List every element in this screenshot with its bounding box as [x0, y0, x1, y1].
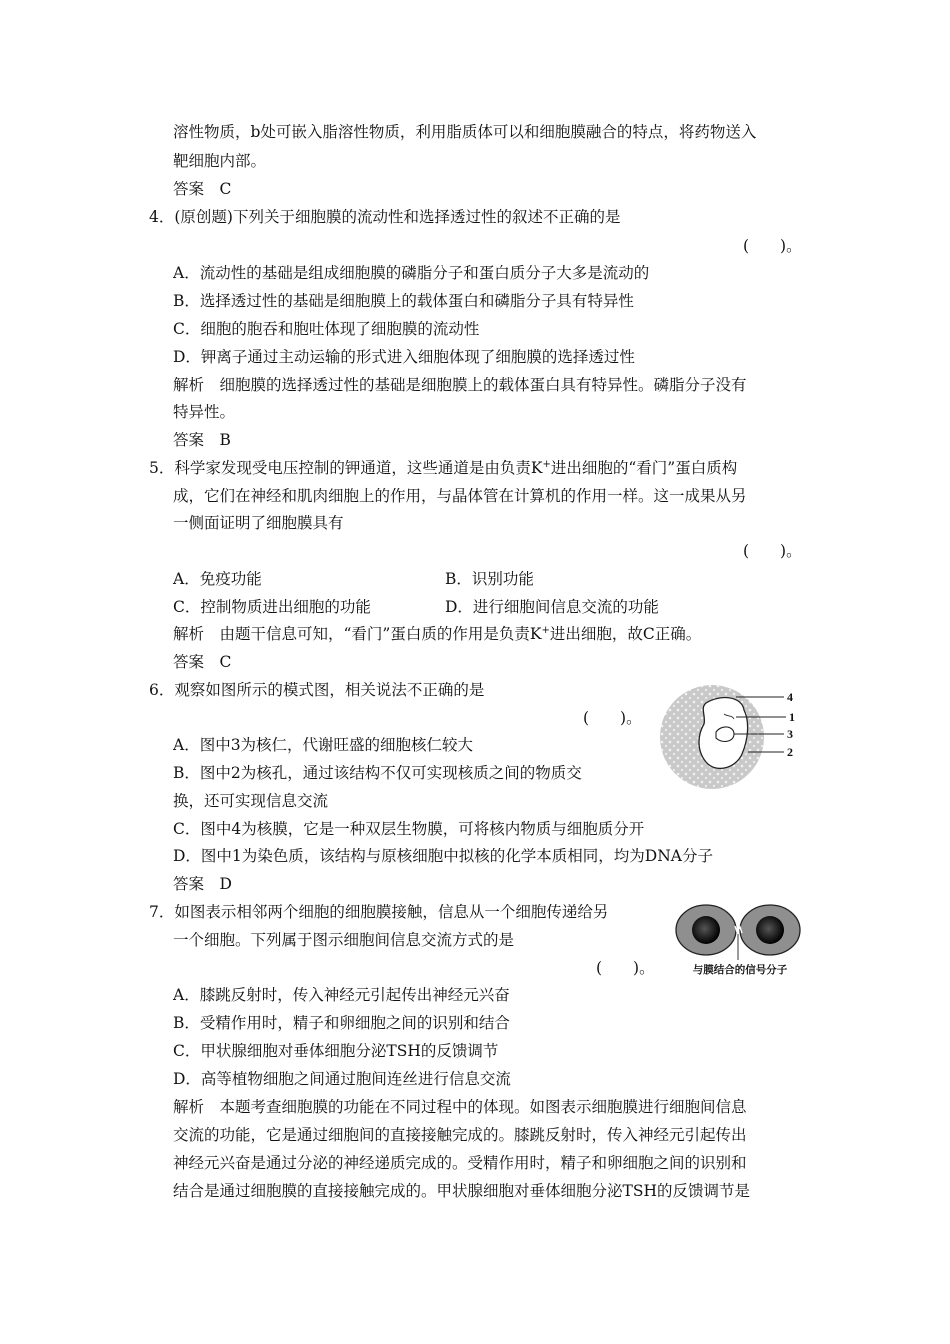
q5-option-a: A．免疫功能: [173, 570, 262, 588]
q4-option-c: C．细胞的胞吞和胞吐体现了细胞膜的流动性: [173, 320, 480, 338]
q6-option-a: A．图中3为核仁，代谢旺盛的细胞核仁较大: [173, 736, 474, 754]
cells-figure-caption: 与膜结合的信号分子: [692, 964, 788, 976]
q6-option-c: C．图中4为核膜，它是一种双层生物膜，可将核内物质与细胞质分开: [173, 820, 645, 838]
q5-option-b: B．识别功能: [445, 570, 534, 588]
nucleus-right: [756, 916, 784, 944]
q5-answer-paren: ( )。: [743, 542, 802, 560]
nucleolus: [716, 727, 734, 742]
q5-option-c: C．控制物质进出细胞的功能: [173, 598, 371, 616]
q6-stem: 6．观察如图所示的模式图，相关说法不正确的是: [149, 681, 485, 699]
cells-contact-figure: [674, 900, 804, 980]
q7-stem-line-2: 一个细胞。下列属于图示细胞间信息交流方式的是: [173, 931, 515, 949]
q7-analysis-line-2: 交流的功能，它是通过细胞间的直接接触完成的。膝跳反射时，传入神经元引起传出: [173, 1126, 747, 1144]
q7-option-d: D．高等植物细胞之间通过胞间连丝进行信息交流: [173, 1070, 511, 1088]
q5-stem-line-2: 成，它们在神经和肌肉细胞上的作用，与晶体管在计算机的作用一样。这一成果从另: [173, 487, 747, 505]
nucleus-label-1: 1: [789, 710, 795, 724]
q6-answer-paren: ( )。: [583, 709, 642, 727]
q4-stem: 4．(原创题)下列关于细胞膜的流动性和选择透过性的叙述不正确的是: [149, 208, 621, 226]
q4-answer-paren: ( )。: [743, 237, 802, 255]
q7-answer-paren: ( )。: [596, 959, 655, 977]
q7-option-a: A．膝跳反射时，传入神经元引起传出神经元兴奋: [173, 986, 510, 1004]
q7-stem-line-1: 7．如图表示相邻两个细胞的细胞膜接触，信息从一个细胞传递给另: [149, 903, 609, 921]
q7-analysis-line-1: 解析 本题考查细胞膜的功能在不同过程中的体现。如图表示细胞膜进行细胞间信息: [173, 1098, 747, 1116]
q4-option-a: A．流动性的基础是组成细胞膜的磷脂分子和蛋白质分子大多是流动的: [173, 264, 650, 282]
q7-analysis-line-4: 结合是通过细胞膜的直接接触完成的。甲状腺细胞对垂体细胞分泌TSH的反馈调节是: [173, 1182, 750, 1200]
q4-analysis-line-2: 特异性。: [173, 403, 236, 421]
q5-answer: 答案 C: [173, 653, 232, 671]
q4-analysis-line-1: 解析 细胞膜的选择透过性的基础是细胞膜上的载体蛋白具有特异性。磷脂分子没有: [173, 376, 747, 394]
q6-option-b-line-1: B．图中2为核孔，通过该结构不仅可实现核质之间的物质交: [173, 764, 582, 782]
q4-option-b: B．选择透过性的基础是细胞膜上的载体蛋白和磷脂分子具有特异性: [173, 292, 634, 310]
q4-option-d: D．钾离子通过主动运输的形式进入细胞体现了细胞膜的选择透过性: [173, 348, 635, 366]
q3-analysis-line-1: 溶性物质，b处可嵌入脂溶性物质，利用脂质体可以和细胞膜融合的特点，将药物送入: [173, 123, 757, 141]
q5-stem-line-1: 5．科学家发现受电压控制的钾通道，这些通道是由负责K+进出细胞的“看门”蛋白质构: [149, 459, 738, 477]
nucleus-label-4: 4: [787, 690, 793, 704]
q3-answer: 答案 C: [173, 180, 232, 198]
nucleus-label-2: 2: [787, 745, 793, 759]
nucleus-left: [692, 916, 720, 944]
q7-analysis-line-3: 神经元兴奋是通过分泌的神经递质完成的。受精作用时，精子和卵细胞之间的识别和: [173, 1154, 747, 1172]
nucleus-figure: [660, 684, 805, 789]
q5-analysis: 解析 由题干信息可知，“看门”蛋白质的作用是负责K+进出细胞，故C正确。: [173, 625, 702, 643]
q4-answer: 答案 B: [173, 431, 231, 449]
q6-answer: 答案 D: [173, 875, 232, 893]
q5-option-d: D．进行细胞间信息交流的功能: [445, 598, 659, 616]
q7-option-b: B．受精作用时，精子和卵细胞之间的识别和结合: [173, 1014, 510, 1032]
q6-option-b-line-2: 换，还可实现信息交流: [173, 792, 329, 810]
q5-stem-line-3: 一侧面证明了细胞膜具有: [173, 514, 344, 532]
q6-option-d: D．图中1为染色质，该结构与原核细胞中拟核的化学本质相同，均为DNA分子: [173, 847, 713, 865]
q7-option-c: C．甲状腺细胞对垂体细胞分泌TSH的反馈调节: [173, 1042, 499, 1060]
q3-analysis-line-2: 靶细胞内部。: [173, 152, 267, 170]
nucleus-label-3: 3: [787, 727, 793, 741]
